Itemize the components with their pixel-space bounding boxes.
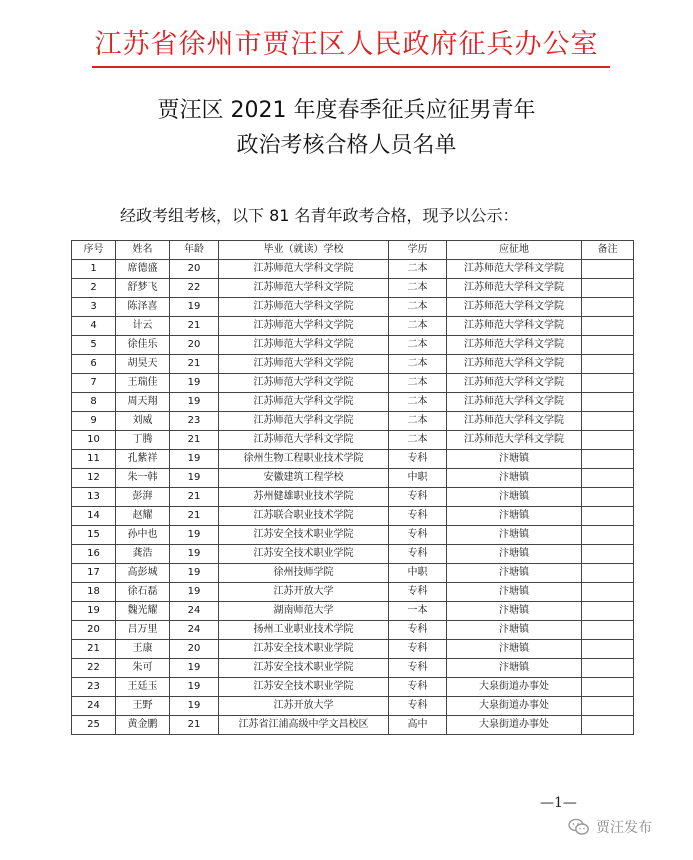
cell-index: 3 bbox=[72, 298, 116, 317]
column-header: 毕业（就读）学校 bbox=[219, 241, 389, 260]
table-row bbox=[72, 602, 634, 621]
cell-name: 刘威 bbox=[116, 412, 170, 431]
cell-school: 江苏安全技术职业学院 bbox=[219, 678, 389, 697]
cell-index: 9 bbox=[72, 412, 116, 431]
cell-school: 江苏师范大学科文学院 bbox=[219, 393, 389, 412]
table-row bbox=[72, 697, 634, 716]
cell-enlistment-place: 汴塘镇 bbox=[447, 507, 582, 526]
cell-enlistment-place: 汴塘镇 bbox=[447, 602, 582, 621]
table-row bbox=[72, 450, 634, 469]
cell-age: 21 bbox=[170, 355, 219, 374]
cell-education: 二本 bbox=[389, 279, 447, 298]
cell-enlistment-place: 大泉街道办事处 bbox=[447, 697, 582, 716]
cell-remarks bbox=[582, 355, 634, 374]
cell-index: 24 bbox=[72, 697, 116, 716]
cell-education: 专科 bbox=[389, 621, 447, 640]
cell-age: 19 bbox=[170, 469, 219, 488]
table-row bbox=[72, 621, 634, 640]
cell-enlistment-place: 江苏师范大学科文学院 bbox=[447, 317, 582, 336]
cell-enlistment-place: 汴塘镇 bbox=[447, 450, 582, 469]
cell-remarks bbox=[582, 621, 634, 640]
cell-enlistment-place: 汴塘镇 bbox=[447, 545, 582, 564]
column-header: 年龄 bbox=[170, 241, 219, 260]
cell-education: 二本 bbox=[389, 317, 447, 336]
table-row bbox=[72, 545, 634, 564]
cell-name: 魏光耀 bbox=[116, 602, 170, 621]
cell-enlistment-place: 大泉街道办事处 bbox=[447, 716, 582, 735]
cell-school: 扬州工业职业技术学院 bbox=[219, 621, 389, 640]
cell-index: 6 bbox=[72, 355, 116, 374]
watermark bbox=[568, 817, 652, 837]
cell-name: 王廷玉 bbox=[116, 678, 170, 697]
cell-name: 计云 bbox=[116, 317, 170, 336]
cell-enlistment-place: 江苏师范大学科文学院 bbox=[447, 374, 582, 393]
cell-school: 江苏师范大学科文学院 bbox=[219, 298, 389, 317]
cell-remarks bbox=[582, 450, 634, 469]
cell-remarks bbox=[582, 602, 634, 621]
cell-name: 陈泽喜 bbox=[116, 298, 170, 317]
cell-name: 黄金鹏 bbox=[116, 716, 170, 735]
cell-index: 4 bbox=[72, 317, 116, 336]
cell-index: 16 bbox=[72, 545, 116, 564]
page-number: —1— bbox=[540, 795, 577, 811]
office-header-title: 江苏省徐州市贾汪区人民政府征兵办公室 bbox=[94, 29, 599, 60]
table-row bbox=[72, 678, 634, 697]
cell-remarks bbox=[582, 412, 634, 431]
roster-table bbox=[71, 240, 634, 735]
cell-name: 周天翔 bbox=[116, 393, 170, 412]
cell-education: 二本 bbox=[389, 355, 447, 374]
table-row bbox=[72, 355, 634, 374]
table-row bbox=[72, 431, 634, 450]
cell-index: 5 bbox=[72, 336, 116, 355]
cell-index: 23 bbox=[72, 678, 116, 697]
cell-school: 湖南师范大学 bbox=[219, 602, 389, 621]
cell-name: 王瑞佳 bbox=[116, 374, 170, 393]
cell-age: 19 bbox=[170, 545, 219, 564]
cell-school: 江苏师范大学科文学院 bbox=[219, 431, 389, 450]
cell-enlistment-place: 江苏师范大学科文学院 bbox=[447, 298, 582, 317]
cell-name: 舒梦飞 bbox=[116, 279, 170, 298]
cell-index: 18 bbox=[72, 583, 116, 602]
cell-name: 徐石磊 bbox=[116, 583, 170, 602]
cell-name: 丁腾 bbox=[116, 431, 170, 450]
cell-index: 7 bbox=[72, 374, 116, 393]
cell-name: 高彭城 bbox=[116, 564, 170, 583]
cell-age: 20 bbox=[170, 260, 219, 279]
cell-education: 专科 bbox=[389, 678, 447, 697]
cell-name: 孔紫祥 bbox=[116, 450, 170, 469]
cell-education: 中职 bbox=[389, 469, 447, 488]
table-row bbox=[72, 412, 634, 431]
cell-school: 徐州生物工程职业技术学院 bbox=[219, 450, 389, 469]
cell-name: 王康 bbox=[116, 640, 170, 659]
table-row bbox=[72, 526, 634, 545]
cell-age: 19 bbox=[170, 393, 219, 412]
cell-index: 2 bbox=[72, 279, 116, 298]
cell-enlistment-place: 江苏师范大学科文学院 bbox=[447, 279, 582, 298]
cell-index: 1 bbox=[72, 260, 116, 279]
cell-index: 8 bbox=[72, 393, 116, 412]
cell-age: 19 bbox=[170, 678, 219, 697]
cell-index: 17 bbox=[72, 564, 116, 583]
table-row bbox=[72, 659, 634, 678]
cell-education: 二本 bbox=[389, 431, 447, 450]
table-row bbox=[72, 260, 634, 279]
document-title-line1: 贾汪区 2021 年度春季征兵应征男青年 bbox=[157, 98, 536, 123]
cell-age: 19 bbox=[170, 659, 219, 678]
cell-index: 21 bbox=[72, 640, 116, 659]
cell-remarks bbox=[582, 697, 634, 716]
cell-education: 专科 bbox=[389, 640, 447, 659]
cell-enlistment-place: 江苏师范大学科文学院 bbox=[447, 355, 582, 374]
cell-education: 二本 bbox=[389, 374, 447, 393]
cell-age: 22 bbox=[170, 279, 219, 298]
cell-school: 江苏安全技术职业学院 bbox=[219, 640, 389, 659]
table-row bbox=[72, 488, 634, 507]
table-row bbox=[72, 393, 634, 412]
cell-enlistment-place: 江苏师范大学科文学院 bbox=[447, 412, 582, 431]
cell-education: 二本 bbox=[389, 298, 447, 317]
cell-education: 二本 bbox=[389, 412, 447, 431]
cell-remarks bbox=[582, 279, 634, 298]
cell-remarks bbox=[582, 659, 634, 678]
cell-remarks bbox=[582, 393, 634, 412]
cell-school: 江苏师范大学科文学院 bbox=[219, 279, 389, 298]
cell-remarks bbox=[582, 260, 634, 279]
cell-index: 19 bbox=[72, 602, 116, 621]
cell-enlistment-place: 江苏师范大学科文学院 bbox=[447, 431, 582, 450]
cell-remarks bbox=[582, 583, 634, 602]
cell-age: 21 bbox=[170, 488, 219, 507]
intro-paragraph: 经政考组考核，以下 81 名青年政考合格，现予以公示： bbox=[120, 206, 519, 225]
cell-education: 专科 bbox=[389, 583, 447, 602]
cell-enlistment-place: 汴塘镇 bbox=[447, 488, 582, 507]
cell-school: 江苏开放大学 bbox=[219, 583, 389, 602]
table-row bbox=[72, 564, 634, 583]
cell-education: 专科 bbox=[389, 526, 447, 545]
cell-remarks bbox=[582, 336, 634, 355]
cell-remarks bbox=[582, 469, 634, 488]
cell-school: 徐州技师学院 bbox=[219, 564, 389, 583]
cell-enlistment-place: 汴塘镇 bbox=[447, 583, 582, 602]
cell-name: 龚浩 bbox=[116, 545, 170, 564]
cell-enlistment-place: 大泉街道办事处 bbox=[447, 678, 582, 697]
cell-age: 19 bbox=[170, 583, 219, 602]
cell-age: 19 bbox=[170, 697, 219, 716]
cell-age: 21 bbox=[170, 716, 219, 735]
cell-remarks bbox=[582, 507, 634, 526]
cell-school: 江苏师范大学科文学院 bbox=[219, 317, 389, 336]
cell-name: 朱可 bbox=[116, 659, 170, 678]
cell-remarks bbox=[582, 564, 634, 583]
cell-school: 江苏师范大学科文学院 bbox=[219, 355, 389, 374]
table-row bbox=[72, 374, 634, 393]
table-row bbox=[72, 469, 634, 488]
table-row bbox=[72, 317, 634, 336]
cell-school: 江苏安全技术职业学院 bbox=[219, 526, 389, 545]
cell-school: 江苏师范大学科文学院 bbox=[219, 374, 389, 393]
column-header: 学历 bbox=[389, 241, 447, 260]
cell-remarks bbox=[582, 678, 634, 697]
cell-school: 江苏师范大学科文学院 bbox=[219, 412, 389, 431]
cell-age: 23 bbox=[170, 412, 219, 431]
cell-index: 25 bbox=[72, 716, 116, 735]
cell-education: 二本 bbox=[389, 260, 447, 279]
cell-remarks bbox=[582, 640, 634, 659]
cell-school: 江苏联合职业技术学院 bbox=[219, 507, 389, 526]
cell-school: 江苏安全技术职业学院 bbox=[219, 545, 389, 564]
cell-education: 专科 bbox=[389, 488, 447, 507]
table-row bbox=[72, 640, 634, 659]
cell-index: 13 bbox=[72, 488, 116, 507]
cell-enlistment-place: 汴塘镇 bbox=[447, 564, 582, 583]
cell-name: 吕万里 bbox=[116, 621, 170, 640]
cell-school: 江苏开放大学 bbox=[219, 697, 389, 716]
cell-enlistment-place: 江苏师范大学科文学院 bbox=[447, 393, 582, 412]
cell-school: 安徽建筑工程学校 bbox=[219, 469, 389, 488]
cell-enlistment-place: 汴塘镇 bbox=[447, 640, 582, 659]
document-title-line2: 政治考核合格人员名单 bbox=[236, 133, 457, 158]
table-row bbox=[72, 583, 634, 602]
cell-index: 20 bbox=[72, 621, 116, 640]
cell-remarks bbox=[582, 317, 634, 336]
cell-age: 21 bbox=[170, 431, 219, 450]
cell-enlistment-place: 汴塘镇 bbox=[447, 526, 582, 545]
table-header-row bbox=[72, 241, 634, 260]
cell-education: 二本 bbox=[389, 393, 447, 412]
cell-name: 徐佳乐 bbox=[116, 336, 170, 355]
cell-remarks bbox=[582, 716, 634, 735]
cell-enlistment-place: 江苏师范大学科文学院 bbox=[447, 260, 582, 279]
header-red-rule bbox=[92, 66, 610, 68]
cell-remarks bbox=[582, 374, 634, 393]
cell-education: 二本 bbox=[389, 336, 447, 355]
cell-school: 江苏安全技术职业学院 bbox=[219, 659, 389, 678]
cell-index: 15 bbox=[72, 526, 116, 545]
cell-enlistment-place: 江苏师范大学科文学院 bbox=[447, 336, 582, 355]
cell-age: 19 bbox=[170, 564, 219, 583]
cell-name: 胡昊天 bbox=[116, 355, 170, 374]
cell-school: 苏州健雄职业技术学院 bbox=[219, 488, 389, 507]
cell-enlistment-place: 汴塘镇 bbox=[447, 659, 582, 678]
cell-name: 席德盛 bbox=[116, 260, 170, 279]
cell-education: 专科 bbox=[389, 545, 447, 564]
column-header: 应征地 bbox=[447, 241, 582, 260]
cell-age: 19 bbox=[170, 526, 219, 545]
cell-school: 江苏省江浦高级中学文昌校区 bbox=[219, 716, 389, 735]
cell-age: 19 bbox=[170, 298, 219, 317]
column-header: 备注 bbox=[582, 241, 634, 260]
cell-age: 20 bbox=[170, 336, 219, 355]
cell-name: 赵耀 bbox=[116, 507, 170, 526]
cell-enlistment-place: 汴塘镇 bbox=[447, 469, 582, 488]
column-header: 序号 bbox=[72, 241, 116, 260]
cell-name: 朱一韩 bbox=[116, 469, 170, 488]
cell-school: 江苏师范大学科文学院 bbox=[219, 260, 389, 279]
table-row bbox=[72, 298, 634, 317]
cell-remarks bbox=[582, 526, 634, 545]
cell-education: 中职 bbox=[389, 564, 447, 583]
cell-school: 江苏师范大学科文学院 bbox=[219, 336, 389, 355]
cell-index: 12 bbox=[72, 469, 116, 488]
cell-age: 19 bbox=[170, 450, 219, 469]
cell-index: 10 bbox=[72, 431, 116, 450]
table-row bbox=[72, 336, 634, 355]
cell-name: 王野 bbox=[116, 697, 170, 716]
cell-education: 一本 bbox=[389, 602, 447, 621]
cell-enlistment-place: 汴塘镇 bbox=[447, 621, 582, 640]
cell-education: 高中 bbox=[389, 716, 447, 735]
cell-index: 11 bbox=[72, 450, 116, 469]
cell-age: 24 bbox=[170, 621, 219, 640]
cell-remarks bbox=[582, 488, 634, 507]
table-row bbox=[72, 507, 634, 526]
cell-education: 专科 bbox=[389, 450, 447, 469]
cell-education: 专科 bbox=[389, 697, 447, 716]
cell-remarks bbox=[582, 298, 634, 317]
table-row bbox=[72, 716, 634, 735]
cell-age: 20 bbox=[170, 640, 219, 659]
cell-name: 彭湃 bbox=[116, 488, 170, 507]
cell-education: 专科 bbox=[389, 659, 447, 678]
column-header: 姓名 bbox=[116, 241, 170, 260]
wechat-icon bbox=[568, 818, 590, 836]
watermark-text: 贾汪发布 bbox=[596, 820, 652, 836]
cell-remarks bbox=[582, 431, 634, 450]
cell-education: 专科 bbox=[389, 507, 447, 526]
cell-index: 22 bbox=[72, 659, 116, 678]
table-body bbox=[72, 260, 634, 735]
cell-index: 14 bbox=[72, 507, 116, 526]
cell-age: 24 bbox=[170, 602, 219, 621]
cell-age: 21 bbox=[170, 507, 219, 526]
cell-name: 孙中也 bbox=[116, 526, 170, 545]
cell-remarks bbox=[582, 545, 634, 564]
table-row bbox=[72, 279, 634, 298]
cell-age: 21 bbox=[170, 317, 219, 336]
cell-age: 19 bbox=[170, 374, 219, 393]
